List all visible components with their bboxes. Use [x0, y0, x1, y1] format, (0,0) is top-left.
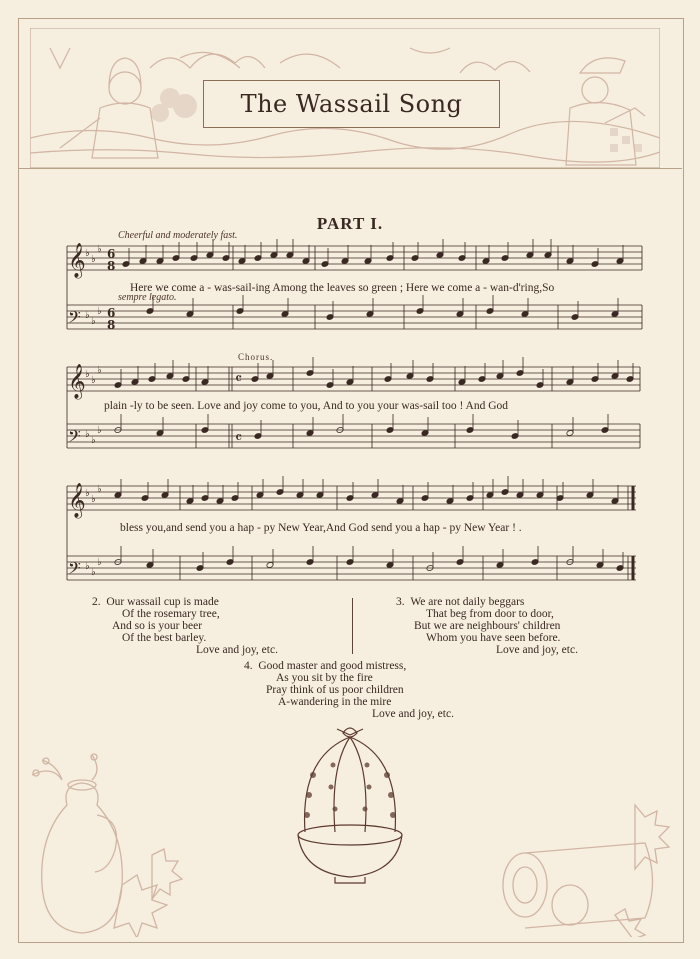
staff-treble-1	[67, 246, 642, 270]
treble-clef-icon: 𝄞	[68, 364, 86, 399]
flat-icon: ♭	[91, 494, 96, 505]
flat-icon: ♭	[91, 375, 96, 386]
verse-3	[396, 596, 578, 656]
flat-icon: ♭	[97, 244, 102, 255]
common-time-icon: 𝄴	[235, 369, 243, 388]
bass-clef-icon: 𝄢	[68, 558, 81, 582]
bass-clef-icon: 𝄢	[68, 307, 81, 331]
flat-icon: ♭	[91, 254, 96, 265]
flat-icon: ♭	[85, 369, 90, 380]
part-heading: PART I.	[316, 214, 384, 233]
flat-icon: ♭	[97, 484, 102, 495]
yule-log-illustration	[495, 785, 680, 937]
verse-refrain: Love and joy, etc.	[372, 708, 454, 720]
verse-line: Our wassail cup is made	[106, 596, 219, 608]
verse-refrain: Love and joy, etc.	[496, 644, 578, 656]
flat-icon: ♭	[85, 310, 90, 321]
treble-clef-icon: 𝄞	[68, 483, 86, 518]
verse-number: 4.	[244, 660, 253, 672]
verse-number: 3.	[396, 596, 405, 608]
flat-icon: ♭	[91, 435, 96, 446]
flat-icon: ♭	[97, 306, 102, 317]
verse-4	[244, 660, 454, 720]
wassail-bowl-illustration	[285, 725, 415, 885]
flat-icon: ♭	[97, 557, 102, 568]
flat-icon: ♭	[85, 561, 90, 572]
verse-2	[92, 596, 278, 656]
verse-line: Of the rosemary tree,	[122, 608, 220, 620]
flat-icon: ♭	[85, 488, 90, 499]
treble-clef-icon: 𝄞	[68, 243, 86, 278]
lyrics-line-3: bless you,and send you a hap - py New Year,And God send you a hap - py New Year ! .	[120, 522, 522, 534]
verse-line: As you sit by the fire	[276, 672, 373, 684]
verse-line: But we are neighbours' children	[414, 620, 561, 632]
chorus-label: Chorus.	[238, 352, 274, 362]
expression-marking: sempre legato.	[118, 292, 177, 303]
page-title: The Wassail Song	[240, 90, 463, 118]
verse-line: We are not daily beggars	[410, 596, 525, 608]
verse-line: Pray think of us poor children	[266, 684, 404, 696]
verse-line: That beg from door to door,	[426, 608, 554, 620]
verse-line: Whom you have seen before.	[426, 632, 561, 644]
verse-refrain: Love and joy, etc.	[196, 644, 278, 656]
flat-icon: ♭	[85, 429, 90, 440]
bass-clef-icon: 𝄢	[68, 426, 81, 450]
time-signature: 8	[107, 318, 116, 332]
staff-bass-2	[67, 424, 640, 448]
time-signature: 6	[107, 247, 116, 261]
verse-number: 2.	[92, 596, 101, 608]
lyrics-line-2: plain -ly to be seen. Love and joy come to you, And to you your was-sail too ! And God	[104, 400, 509, 412]
verse-line: And so is your beer	[112, 620, 203, 632]
flat-icon: ♭	[97, 365, 102, 376]
verse-line: Of the best barley.	[122, 632, 207, 644]
lyrics-line-1: Here we come a - was-sail-ing Among the leaves so green ; Here we come a - wan-d'ring,So	[130, 282, 555, 294]
flat-icon: ♭	[91, 567, 96, 578]
flat-icon: ♭	[97, 425, 102, 436]
verse-divider	[352, 598, 353, 654]
verse-line: A-wandering in the mire	[278, 696, 392, 708]
verse-line: Good master and good mistress,	[258, 660, 407, 672]
flat-icon: ♭	[91, 316, 96, 327]
common-time-icon: 𝄴	[235, 428, 243, 447]
time-signature: 8	[107, 259, 116, 273]
flat-icon: ♭	[85, 248, 90, 259]
tempo-marking: Cheerful and moderately fast.	[118, 230, 238, 241]
time-signature: 6	[107, 306, 116, 320]
jug-and-mistletoe-illustration	[22, 745, 202, 937]
